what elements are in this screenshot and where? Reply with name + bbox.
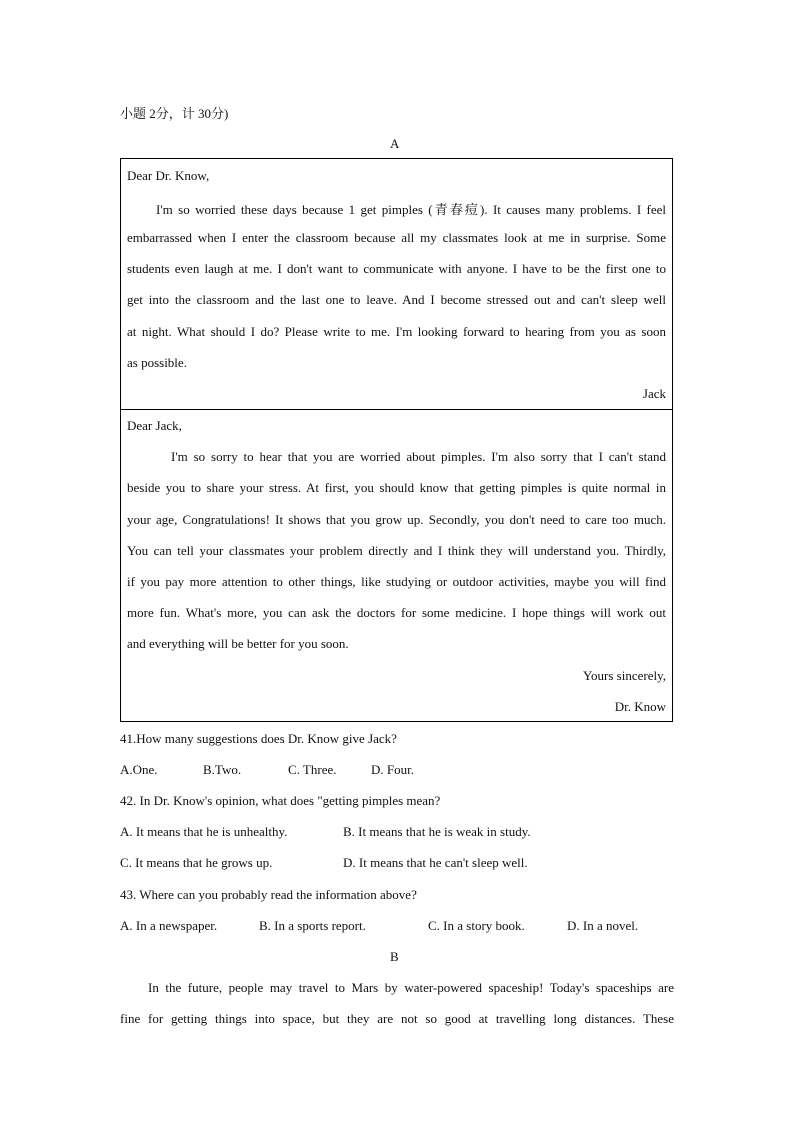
letter2-line-3: your age, Congratulations! It shows that you grow up. Secondly, you don't need to care too much. bbox=[127, 512, 666, 527]
letter-box-jack bbox=[120, 158, 673, 410]
section-b-line-1: In the future, people may travel to Mars by water-powered spaceship! Today's spaceships are bbox=[148, 980, 674, 995]
q43-option-d: D. In a novel. bbox=[567, 918, 639, 933]
q41-option-d: D. Four. bbox=[371, 762, 414, 777]
letter1-greeting: Dear Dr. Know, bbox=[127, 168, 210, 183]
question-42: 42. In Dr. Know's opinion, what does "getting pimples mean? bbox=[120, 793, 441, 808]
letter2-greeting: Dear Jack, bbox=[127, 418, 182, 433]
letter2-closing: Yours sincerely, bbox=[582, 668, 666, 683]
q41-option-c: C. Three. bbox=[288, 762, 337, 777]
letter1-line-4: get into the classroom and the last one to leave. And I become stressed out and can't sleep well bbox=[127, 292, 666, 307]
q41-option-a: A.One. bbox=[120, 762, 158, 777]
letter1-line-6: as possible. bbox=[127, 355, 187, 370]
question-43: 43. Where can you probably read the information above? bbox=[120, 887, 417, 902]
letter2-line-6: more fun. What's more, you can ask the doctors for some medicine. I hope things will work out bbox=[127, 605, 666, 620]
letter1-line-3: students even laugh at me. I don't want to communicate with anyone. I have to be the first one to bbox=[127, 261, 666, 276]
letter2-line-2: beside you to share your stress. At first, you should know that getting pimples is quite normal in bbox=[127, 480, 666, 495]
letter2-signature: Dr. Know bbox=[614, 699, 666, 714]
q43-option-a: A. In a newspaper. bbox=[120, 918, 218, 933]
q42-option-a: A. It means that he is unhealthy. bbox=[120, 824, 288, 839]
letter1-line-5: at night. What should I do? Please write to me. I'm looking forward to hearing from you as soon bbox=[127, 324, 666, 339]
page-header: 小题 2分，计 30分) bbox=[120, 106, 229, 121]
section-b-line-2: fine for getting things into space, but they are not so good at travelling long distances. These bbox=[120, 1011, 674, 1026]
letter2-line-7: and everything will be better for you soon. bbox=[127, 636, 349, 651]
letter1-signature: Jack bbox=[642, 386, 666, 401]
letter1-line-1: I'm so worried these days because 1 get pimples (青春痘). It causes many problems. I feel bbox=[156, 202, 666, 217]
q42-option-d: D. It means that he can't sleep well. bbox=[343, 855, 528, 870]
question-41: 41.How many suggestions does Dr. Know give Jack? bbox=[120, 731, 397, 746]
q42-option-b: B. It means that he is weak in study. bbox=[343, 824, 531, 839]
letter2-line-4: You can tell your classmates your problem directly and I think they will understand you. Thirdly, bbox=[127, 543, 666, 558]
letter2-line-5: if you pay more attention to other things, like studying or outdoor activities, maybe you will find bbox=[127, 574, 666, 589]
letter2-line-1: I'm so sorry to hear that you are worried about pimples. I'm also sorry that I can't stand bbox=[171, 449, 666, 464]
q43-option-c: C. In a story book. bbox=[428, 918, 525, 933]
section-b-label: B bbox=[390, 949, 399, 964]
q42-option-c: C. It means that he grows up. bbox=[120, 855, 273, 870]
section-a-label: A bbox=[390, 136, 400, 151]
q41-option-b: B.Two. bbox=[203, 762, 242, 777]
letter1-line-2: embarrassed when I enter the classroom because all my classmates look at me in surprise. Some bbox=[127, 230, 666, 245]
q43-option-b: B. In a sports report. bbox=[259, 918, 366, 933]
